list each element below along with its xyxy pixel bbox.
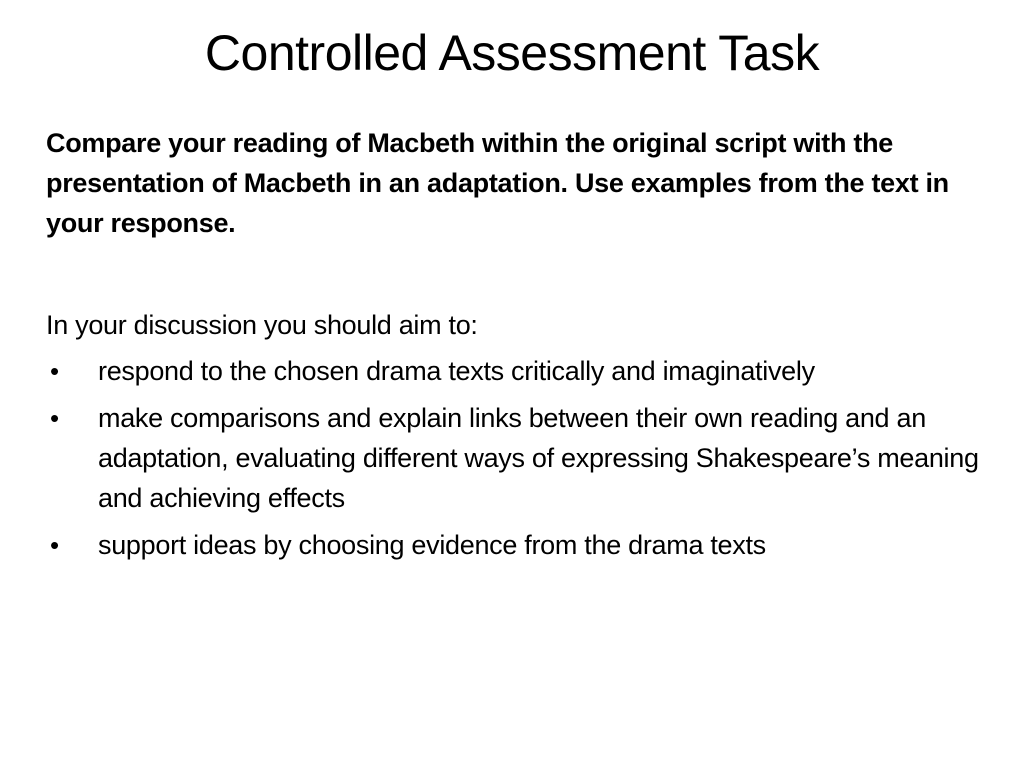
- aims-list-item: [46, 525, 986, 565]
- task-prompt: Compare your reading of Macbeth within the original script with the presentation of Macbeth in an adaptation. Use examples from the text in your response.: [46, 128, 949, 238]
- aims-list-item-text: support ideas by choosing evidence from the drama texts: [98, 530, 766, 560]
- aims-list-item: [46, 398, 986, 518]
- aims-list: [46, 351, 986, 565]
- aims-list-item-text: make comparisons and explain links between their own reading and an adaptation, evaluating different ways of expressing Shakespeare’s meaning and achieving effects: [98, 403, 979, 513]
- aims-list-item-text: respond to the chosen drama texts critically and imaginatively: [98, 356, 815, 386]
- bullet-icon: •: [50, 403, 59, 433]
- bullet-icon: •: [50, 356, 59, 386]
- discussion-intro: In your discussion you should aim to:: [46, 310, 478, 340]
- slide-body: [46, 123, 986, 572]
- aims-list-item: [46, 351, 986, 391]
- bullet-icon: •: [50, 530, 59, 560]
- slide-title: Controlled Assessment Task: [204, 25, 820, 81]
